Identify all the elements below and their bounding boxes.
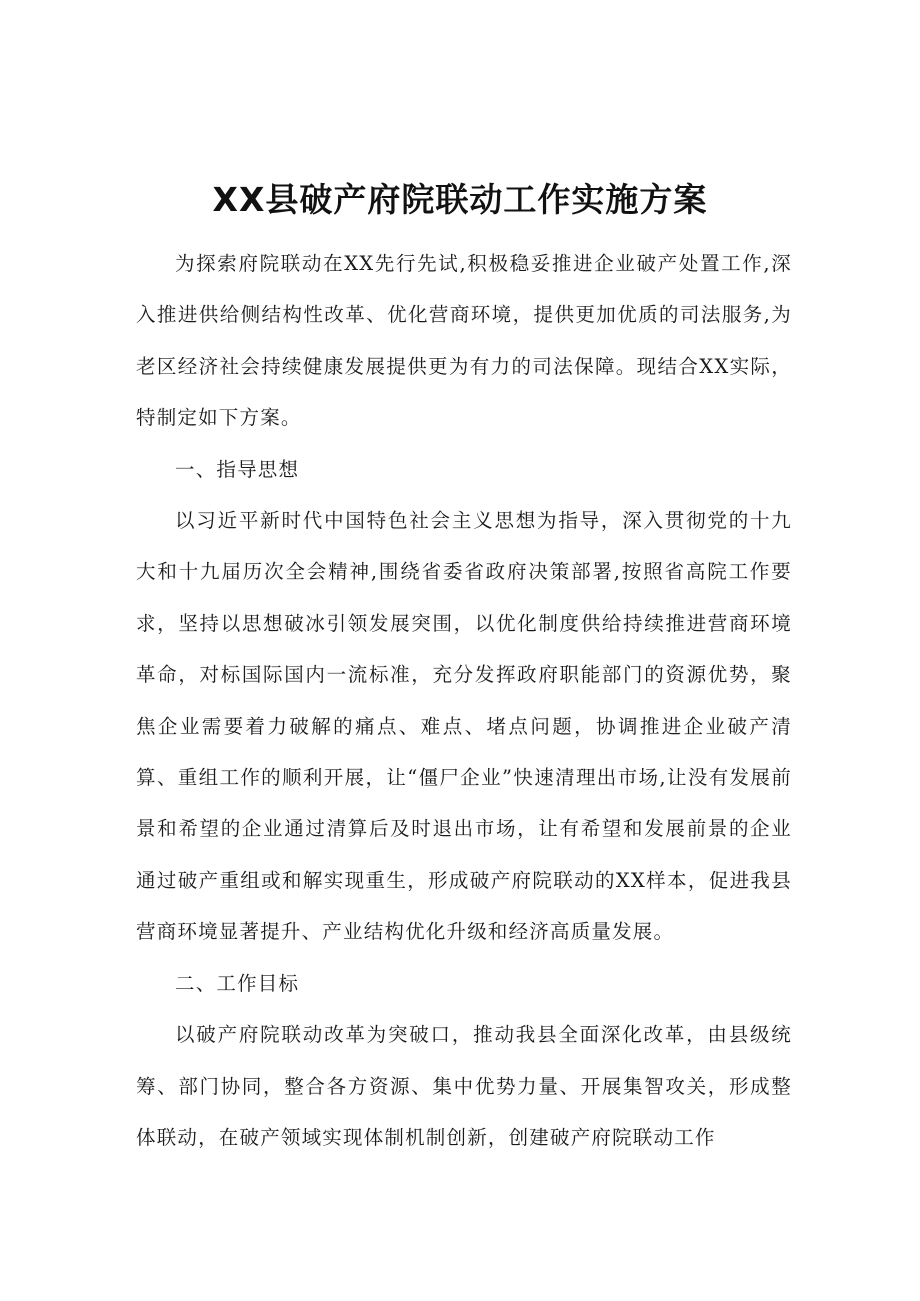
- section-heading-work-goals: 二、工作目标: [175, 971, 300, 995]
- guiding-ideology-paragraph: 以习近平新时代中国特色社会主义思想为指导，深入贯彻党的十九大和十九届历次全会精神,围绕省委省政府决策部署,按照省高院工作要求，坚持以思想破冰引领发展突围，以优化制度供给持续推进营商环境革命，对标国际国内一流标准，充分发挥政府职能部门的资源优势，聚焦企业需要着力破解的痛点、难点、堵点问题，协调推进企业破产清算、重组工作的顺利开展，让“僵尸企业”快速清理出市场,让没有发展前景和希望的企业通过清算后及时退出市场，让有希望和发展前景的企业通过破产重组或和解实现重生，形成破产府院联动的XX样本，促进我县营商环境显著提升、产业结构优化升级和经济高质量发展。: [136, 509, 792, 944]
- intro-paragraph: 为探索府院联动在XX先行先试,积极稳妥推进企业破产处置工作,深入推进供给侧结构性改革、优化营商环境，提供更加优质的司法服务,为老区经济社会持续健康发展提供更为有力的司法保障。现结合XX实际，特制定如下方案。: [136, 252, 792, 430]
- document-body: [136, 238, 792, 1163]
- section-heading-guiding-ideology: 一、指导思想: [175, 457, 300, 481]
- work-goals-paragraph: 以破产府院联动改革为突破口，推动我县全面深化改革，由县级统筹、部门协同，整合各方资源、集中优势力量、开展集智攻关，形成整体联动，在破产领域实现体制机制创新，创建破产府院联动工作: [136, 1023, 792, 1149]
- document-title: XX县破产府院联动工作实施方案: [212, 180, 708, 219]
